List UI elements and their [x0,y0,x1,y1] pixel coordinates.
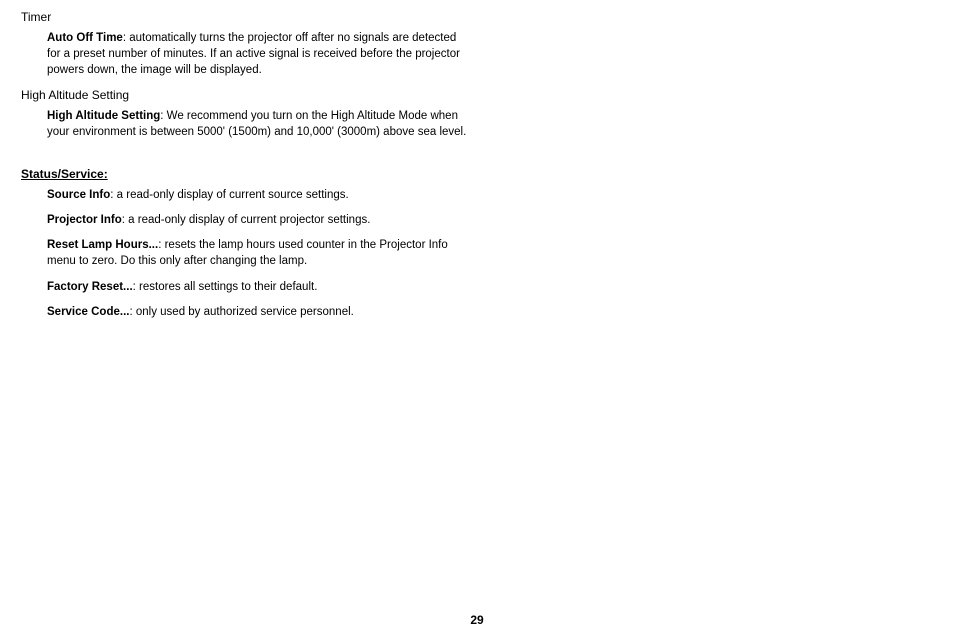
projector-info-term: Projector Info [47,214,122,226]
reset-lamp-hours-paragraph [47,237,472,269]
high-altitude-term: High Altitude Setting [47,110,161,122]
service-code-term: Service Code... [47,306,130,318]
factory-reset-term: Factory Reset... [47,281,133,293]
source-info-term: Source Info [47,189,111,201]
reset-lamp-hours-text: : resets the lamp hours used counter in the Projector Info menu to zero. Do this only after changing the lamp. [47,239,448,267]
projector-info-text: : a read-only display of current projector settings. [121,214,371,226]
projector-info-paragraph [47,212,472,228]
timer-heading: Timer [21,10,52,24]
service-code-paragraph [47,304,472,320]
auto-off-time-paragraph [47,30,472,78]
high-altitude-paragraph [47,108,472,140]
factory-reset-paragraph [47,279,472,295]
source-info-paragraph [47,187,472,203]
high-altitude-heading: High Altitude Setting [21,88,130,102]
status-service-heading: Status/Service: [21,167,108,181]
source-info-text: : a read-only display of current source settings. [110,189,349,201]
reset-lamp-hours-term: Reset Lamp Hours... [47,239,159,251]
page-number: 29 [470,613,484,627]
auto-off-time-text: : automatically turns the projector off after no signals are detected for a preset number of minutes. If an active signal is received before the projector powers down, the image will be displayed. [47,32,460,76]
high-altitude-text: : We recommend you turn on the High Altitude Mode when your environment is between 5000' (1500m) and 10,000' (3000m) above sea level. [47,110,467,138]
auto-off-time-term: Auto Off Time [47,32,123,44]
service-code-text: : only used by authorized service personnel. [129,306,354,318]
factory-reset-text: : restores all settings to their default. [132,281,318,293]
